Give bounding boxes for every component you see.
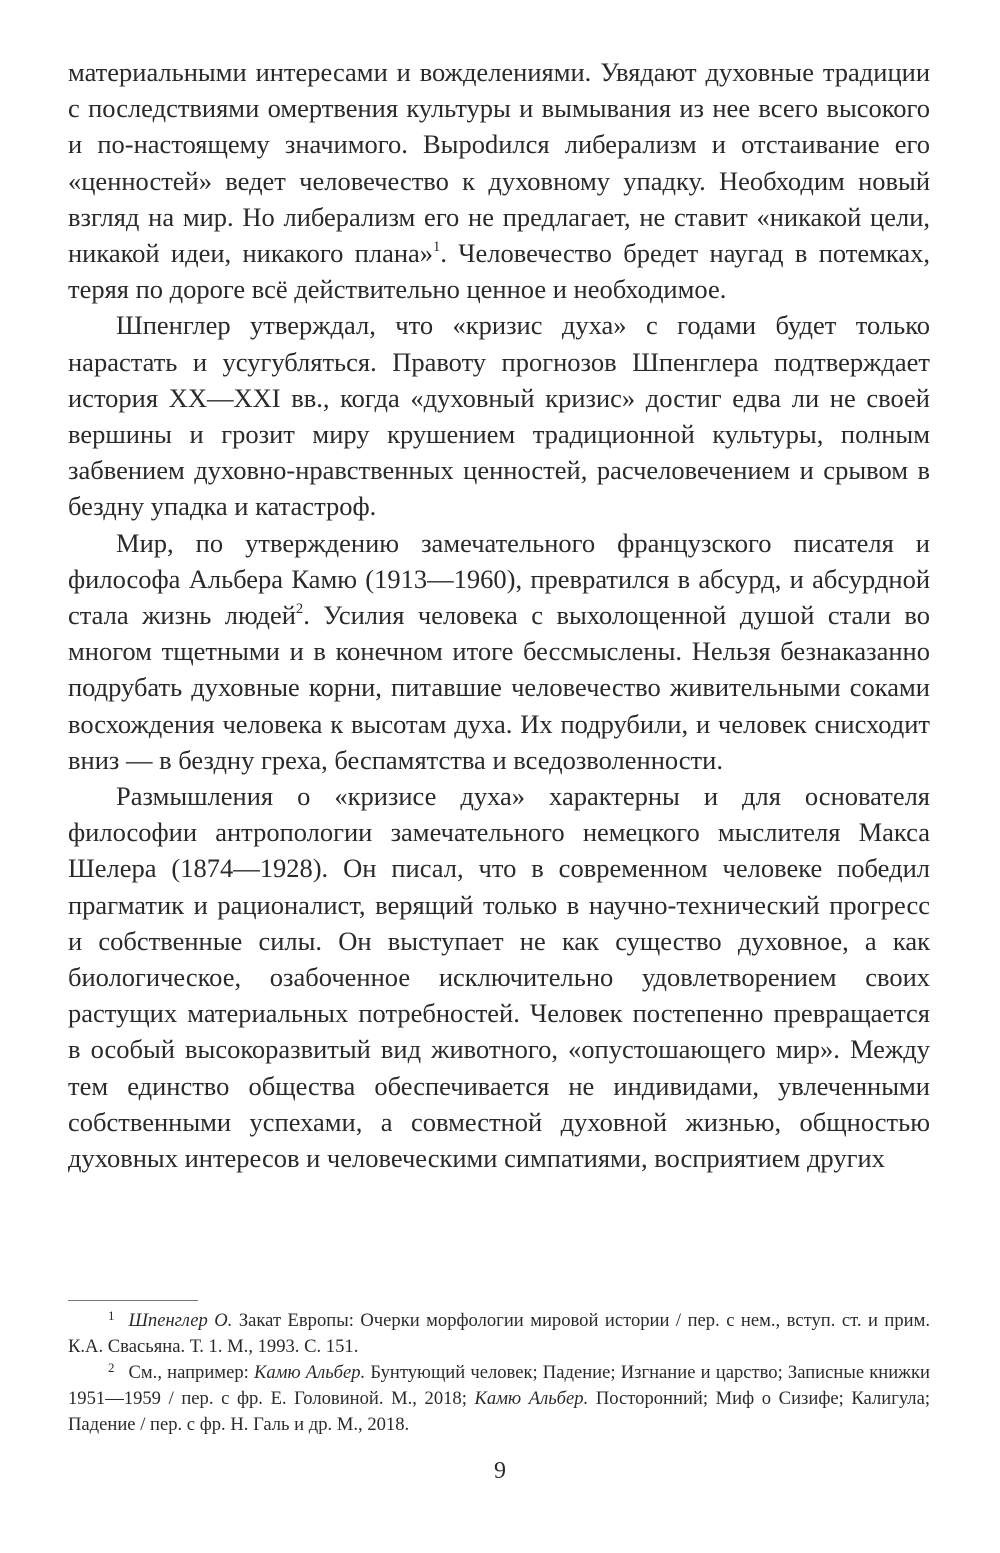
text-run: Закат Европы: Очерки морфологии мировой истории / пер. с нем., вступ. ст. и прим. К.А. Свасьяна. Т. 1. М., 1993. С. 151.: [68, 1310, 930, 1357]
paragraph: [68, 54, 930, 307]
text-run: Шпенглер утверждал, что «кризис духа» с годами будет только нарастать и усугубляться. Правоту прогнозов Шпенглера подтверждает история XX—XXI вв., когда «духовный кризис» достиг едва ли не своей вершины и грозит миру крушением традиционной культуры, полным забвением духовно-нравственных ценностей, расчеловечением и срывом в бездну упадка и катастроф.: [68, 310, 930, 522]
text-run: См., например:: [128, 1362, 254, 1383]
footnote-reference: 2: [295, 601, 304, 618]
text-run: Мир, по утверждению замечательного французского писателя и философа Альбера Камю (1913—1960), превратился в абсурд, и абсурдной стала жизнь людей: [68, 527, 930, 631]
footnote-number: 1: [108, 1307, 115, 1323]
author-name: Камю Альбер.: [253, 1362, 366, 1383]
paragraph: [68, 307, 930, 524]
footnotes: [68, 1308, 930, 1438]
main-text: [68, 54, 930, 1176]
footnote: [68, 1360, 930, 1438]
footnote-reference: 1: [433, 239, 441, 256]
text-run: материальными интересами и вожделениями. Увядают духовные традиции с последствиями омертвения культуры и вымывания из нее всего высокого и по-настоящему значимого. Вырodился либерализм и отстаивание его «ценностей» ведет человечество к духовному упадку. Необходим новый взгляд на мир. Но либерализм его не предлагает, не ставит «никакой цели, никакой идеи, никакого плана»: [68, 57, 930, 269]
author-name: Камю Альбер.: [474, 1388, 589, 1409]
page-number: 9: [494, 1458, 506, 1484]
text-run: . Человечество бредет наугад в потемках, теряя по дороге всё действительно ценное и необходимое.: [68, 238, 930, 305]
text-run: Размышления о «кризисе духа» характерны и для основателя философии антропологии замечательного немецкого мыслителя Макса Шелера (1874—1928). Он писал, что в современном человеке победил прагматик и рационалист, верящий только в научно-технический прогресс и собственные силы. Он выступает не как существо духовное, а как биологическое, озабоченное исключительно удовлетворением своих растущих материальных потребностей. Человек постепенно превращается в особый высокоразвитый вид животного, «опустошающего мир». Между тем единство общества обеспечивается не индивидами, увлеченными собственными успехами, а совместной духовной жизнью, общностью духовных интересов и человеческими симпатиями, восприятием других: [68, 781, 930, 1174]
text-run: Посторонний; Миф о Сизифе; Калигула; Падение / пер. с фр. Н. Галь и др. М., 2018.: [68, 1388, 931, 1435]
author-name: Шпенглер О.: [128, 1310, 233, 1331]
text-run: . Усилия человека с выхолощенной душой стали во многом тщетными и в конечном итоге бессмыслены. Нельзя безнаказанно подрубать духовные корни, питавшие человечество живительными соками восхождения человека к высотам духа. Их подрубили, и человек снисходит вниз — в бездну греха, беспамятства и вседозволенности.: [68, 600, 930, 775]
paragraph: [68, 778, 930, 1176]
footnote: [68, 1308, 930, 1360]
footnote-separator: [68, 1300, 198, 1301]
paragraph: [68, 525, 930, 778]
body-text-column: [68, 54, 930, 1176]
text-run: Бунтующий человек; Падение; Изгнание и царство; Записные книжки 1951—1959 / пер. с фр. Е. Головиной. М., 2018;: [68, 1362, 931, 1409]
footnote-number: 2: [108, 1359, 115, 1375]
